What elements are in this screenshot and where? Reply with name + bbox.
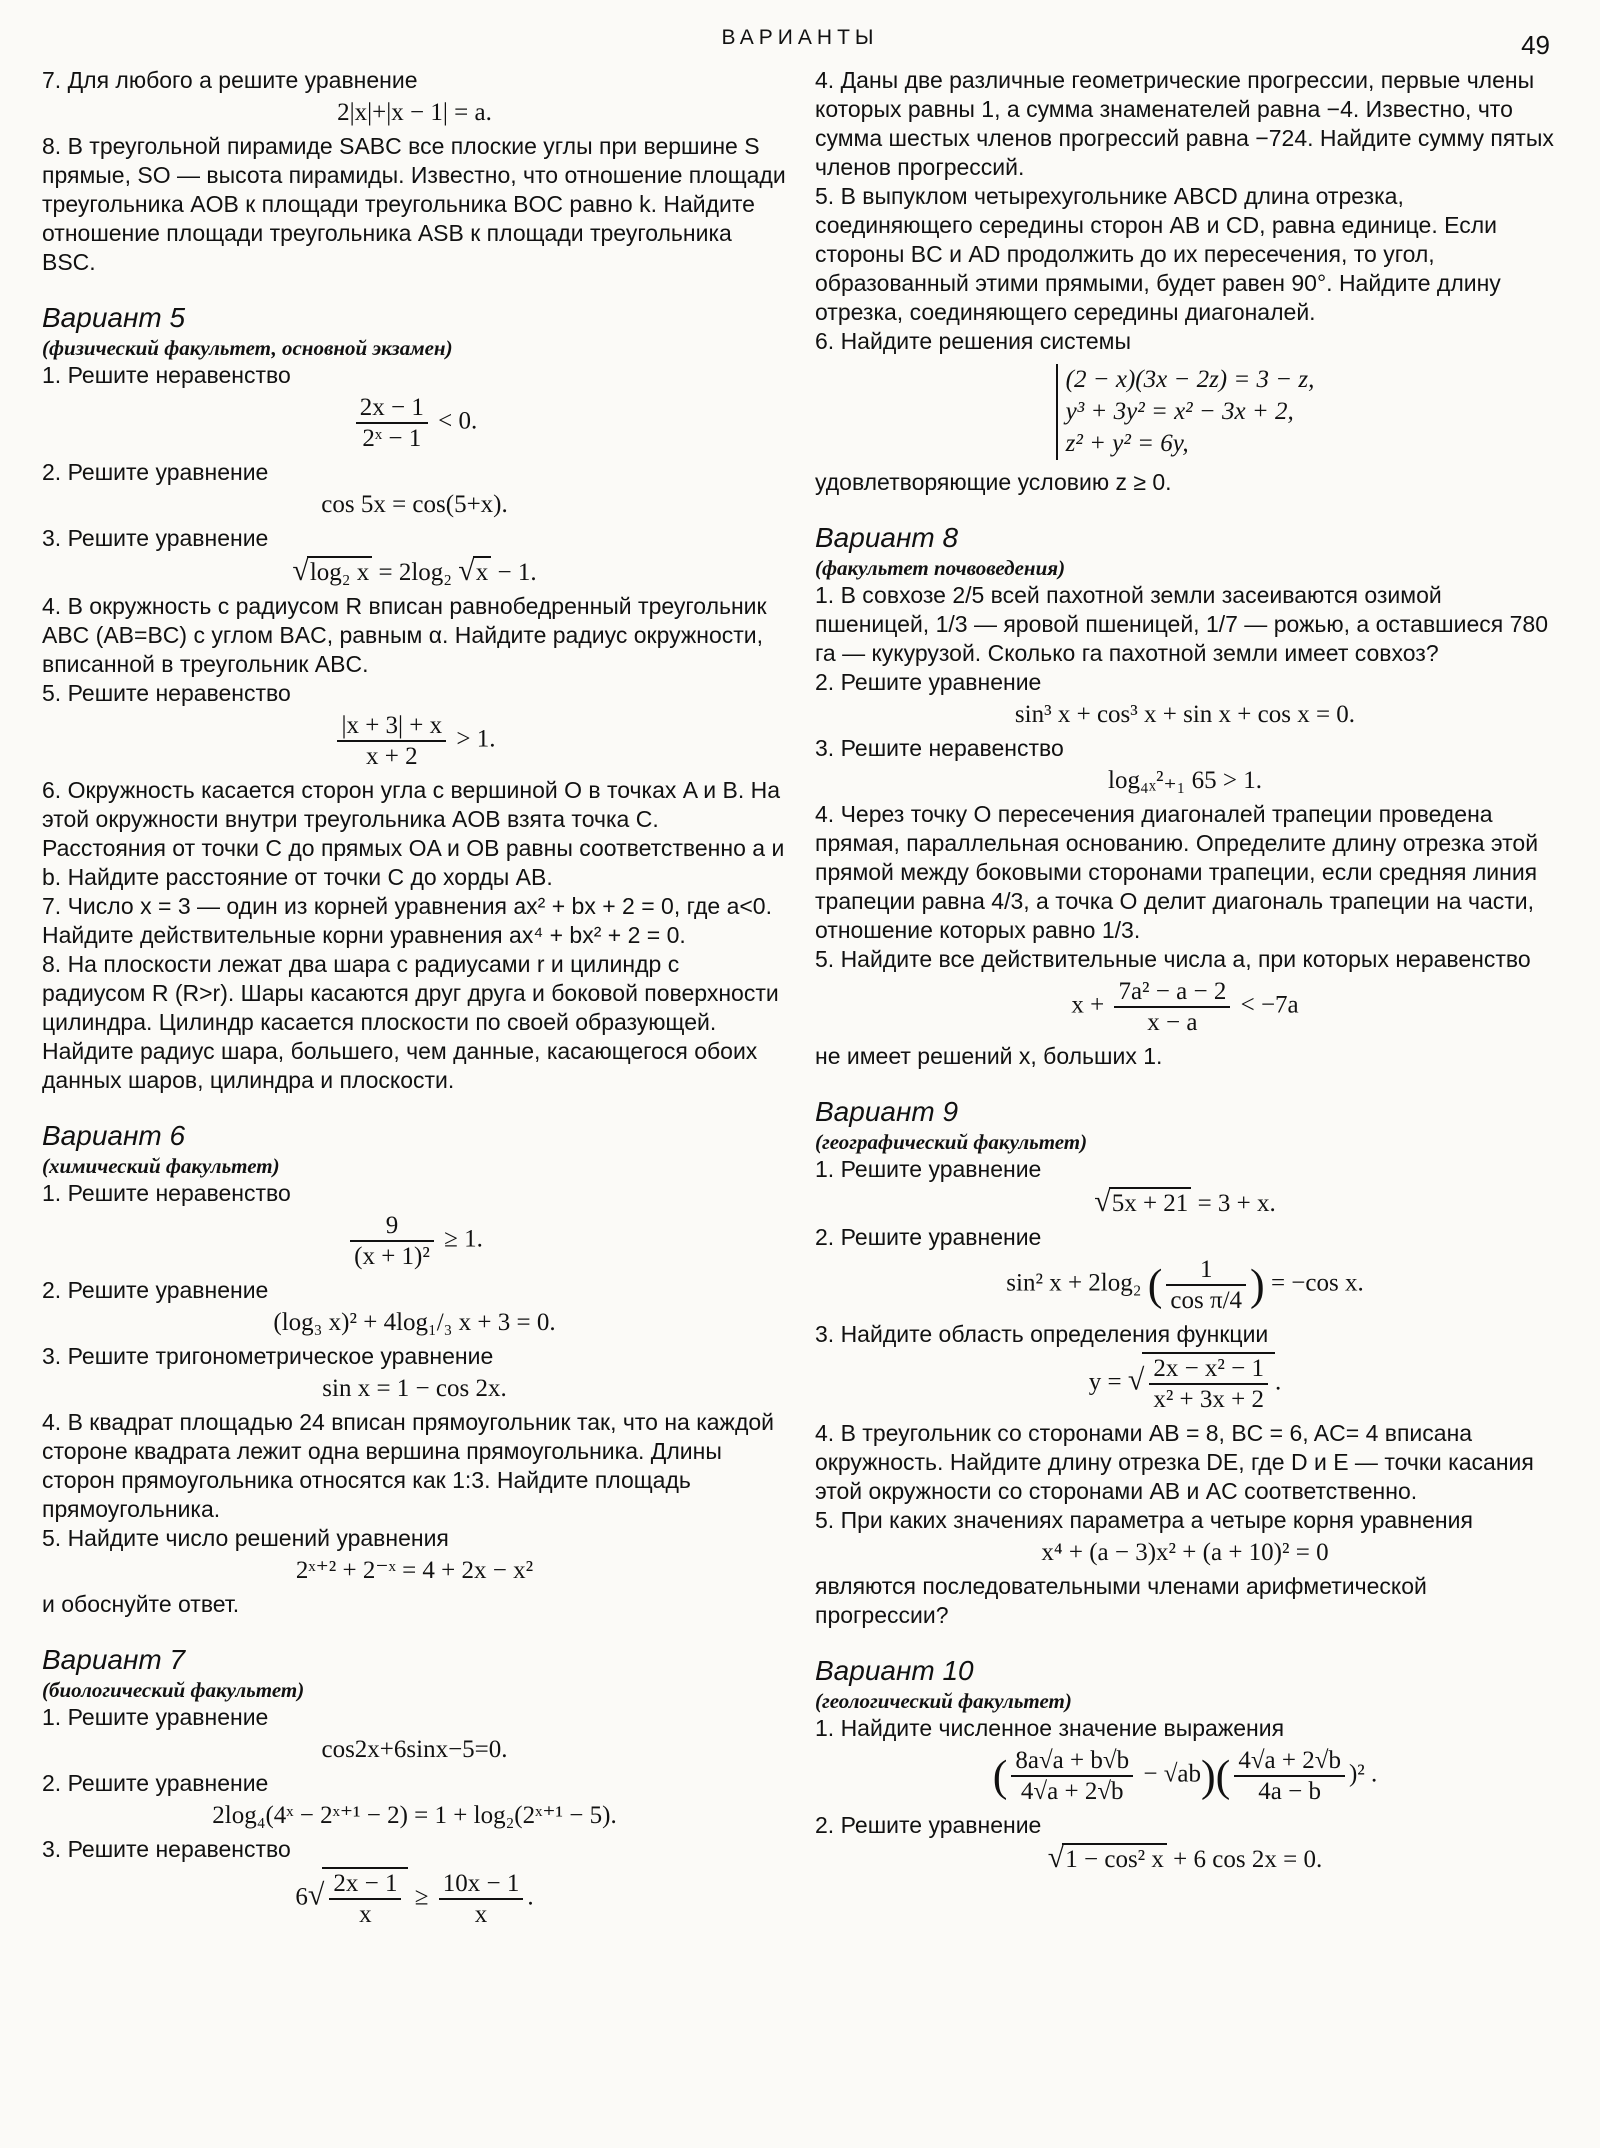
variant-8-title: Вариант 8: [815, 522, 959, 553]
numerator: 2x − 1: [329, 1869, 401, 1900]
denominator: x² + 3x + 2: [1153, 1386, 1265, 1413]
lhs: y =: [1088, 1368, 1122, 1396]
v5-q6: 6. Окружность касается сторон угла с вершиной O в точках A и B. На этой окружности внутри треугольника AOB взята точка C. Расстояния от точки C до прямых OA и OB равны соответственно a и b. Найдите расстояние от точки C до хорды AB.: [42, 777, 785, 890]
v5-q1-formula: [42, 393, 787, 453]
v5-q4: 4. В окружность с радиусом R вписан равнобедренный треугольник ABC (AB=BC) с углом BAC, равным α. Найдите радиус окружности, вписанной в треугольник ABC.: [42, 593, 767, 677]
v8-q1: 1. В совхозе 2/5 всей пахотной земли засеиваются озимой пшеницей, 1/3 — яровой пшеницей, 1/7 — рожью, а оставшиеся 780 га — кукурузой. Сколько га пахотной земли имеет совхоз?: [815, 582, 1548, 666]
v5-q3: 3. Решите уравнение: [42, 525, 269, 551]
problem-6: 6. Найдите решения системы: [815, 328, 1132, 354]
fraction: [1011, 1746, 1133, 1806]
rhs: < 0.: [438, 407, 478, 435]
numerator: 4√a + 2√b: [1234, 1746, 1345, 1777]
v5-q2: 2. Решите уравнение: [42, 459, 269, 485]
rhs: + 6 cos 2x = 0.: [1173, 1846, 1323, 1873]
v8-q3: 3. Решите неравенство: [815, 735, 1064, 761]
denominator: (x + 1)²: [354, 1243, 430, 1270]
variant-9-title: Вариант 9: [815, 1096, 959, 1127]
v9-q4: 4. В треугольник со сторонами AB = 8, BC = 6, AC= 4 вписана окружность. Найдите длину отрезка DE, где D и E — точки касания этой окружности со сторонами AB и AC соответственно.: [815, 1420, 1534, 1504]
denominator: 2ˣ − 1: [362, 425, 422, 452]
v6-q1-formula: [42, 1211, 787, 1271]
denominator: cos π/4: [1170, 1287, 1243, 1314]
v7-q2-formula: 2log₄(4ˣ − 2ˣ⁺¹ − 2) = 1 + log₂(2ˣ⁺¹ − 5).: [212, 1802, 617, 1829]
variant-5-subtitle: (физический факультет, основной экзамен): [42, 336, 453, 360]
v5-q8: 8. На плоскости лежат два шара с радиусами r и цилиндр с радиусом R (R>r). Шары касаются друг друга и боковой поверхности цилиндра. Цилиндр касается плоскости по своей образующей. Найдите радиус шара, большего, чем данные, касающегося обоих данных шаров, цилиндра и плоскости.: [42, 951, 779, 1093]
v6-q5-formula: 2ˣ⁺² + 2⁻ˣ = 4 + 2x − x²: [295, 1557, 534, 1584]
problem-4: 4. Даны две различные геометрические прогрессии, первые члены которых равны 1, а сумма знаменателей равна −4. Известно, что сумма шестых членов прогрессий равна −724. Найдите сумму пятых членов прогрессий.: [815, 67, 1554, 180]
variant-10-subtitle: (геологический факультет): [815, 1689, 1072, 1713]
variant-10-title: Вариант 10: [815, 1655, 974, 1686]
v8-q4: 4. Через точку O пересечения диагоналей трапеции проведена прямая, параллельная основанию. Определите длину отрезка этой прямой между боковыми сторонами трапеции, если средняя линия трапеции равна 4/3, а точка O делит диагональ трапеции на части, отношение которых равно 1/3.: [815, 801, 1539, 943]
denominator: x − a: [1147, 1009, 1198, 1036]
v9-q3: 3. Найдите область определения функции: [815, 1321, 1269, 1347]
fraction: [350, 1211, 434, 1271]
v8-q2-formula: sin³ x + cos³ x + sin x + cos x = 0.: [1014, 701, 1356, 728]
problem-5: 5. В выпуклом четырехугольнике ABCD длина отрезка, соединяющего середины сторон AB и CD, равна единице. Если стороны BC и AD продолжить до их пересечения, то угол, образованный этими прямыми, будет равен 90°. Найдите длину отрезка, соединяющего середины диагоналей.: [815, 183, 1501, 325]
v9-q3-formula: y = √ $\frac{\text{2x − x² − 1}}{\text{x² + 3x + 2}}$ .: [815, 1352, 1555, 1414]
v10-q2: 2. Решите уравнение: [815, 1812, 1042, 1838]
v10-q1: 1. Найдите численное значение выражения: [815, 1715, 1285, 1741]
variant-7-subtitle: (биологический факультет): [42, 1678, 305, 1702]
fraction: [1234, 1746, 1345, 1806]
lhs: sin² x + 2log₂: [1006, 1269, 1142, 1297]
v8-q5-formula: [815, 977, 1555, 1037]
v9-q2-formula: sin² x + 2log₂ ( $\frac{1}{\text{cos π/4}}$ ) = −cos x.: [1006, 1256, 1364, 1314]
v7-q1: 1. Решите уравнение: [42, 1704, 269, 1730]
v9-q1-formula: √5x + 21 = 3 + x.: [1094, 1185, 1276, 1218]
v5-q3-formula: √log₂ x = 2log₂ √x − 1.: [292, 554, 537, 587]
v5-q5: 5. Решите неравенство: [42, 680, 291, 706]
rhs: > 1.: [456, 725, 496, 753]
v6-q1: 1. Решите неравенство: [42, 1180, 291, 1206]
right-column: [815, 66, 1555, 1879]
v7-q3-formula: 6√ $\frac{2x - 1}{x}$ ≥ $\frac{10x - 1}{x}$ .: [42, 1867, 787, 1929]
variant-8-subtitle: (факультет почвоведения): [815, 556, 1066, 580]
variant-5-title: Вариант 5: [42, 302, 186, 333]
v10-q2-formula: √1 − cos² x + 6 cos 2x = 0.: [1047, 1841, 1323, 1874]
v9-q5-formula: x⁴ + (a − 3)x² + (a + 10)² = 0: [1041, 1539, 1329, 1566]
variant-7-title: Вариант 7: [42, 1644, 186, 1675]
v8-q5-end: не имеет решений x, больших 1.: [815, 1043, 1163, 1069]
variant-9-subtitle: (географический факультет): [815, 1130, 1088, 1154]
problem-8: 8. В треугольной пирамиде SABC все плоские углы при вершине S прямые, SO — высота пирамиды. Известно, что отношение площади треугольника AOB к площади треугольника BOC равно k. Найдите отношение площади треугольника ASB к площади треугольника BSC.: [42, 133, 786, 275]
numerator: 9: [350, 1211, 434, 1242]
v5-q2-formula: cos 5x = cos(5+x).: [321, 491, 508, 518]
numerator: 2x − x² − 1: [1149, 1354, 1268, 1385]
coefficient: 6: [295, 1883, 308, 1911]
v9-q2: 2. Решите уравнение: [815, 1224, 1042, 1250]
rhs: = 3 + x.: [1197, 1190, 1276, 1217]
radicand: log₂ x: [307, 556, 372, 587]
system-line: (2 − x)(3x − 2z) = 3 − z,: [1065, 366, 1315, 393]
page-number: 49: [1521, 30, 1550, 60]
problem-7: 7. Для любого a решите уравнение: [42, 67, 418, 93]
page-header: [0, 26, 1600, 66]
v5-q1: 1. Решите неравенство: [42, 362, 291, 388]
radicand: 5x + 21: [1109, 1187, 1192, 1218]
v5-q5-formula: [42, 711, 787, 771]
equation: 2|x|+|x − 1| = a.: [337, 99, 492, 126]
radicand: 1 − cos² x: [1062, 1843, 1167, 1874]
middle: = 2log₂: [378, 559, 453, 586]
middle: − √ab: [1143, 1760, 1202, 1788]
system-brace: [1056, 364, 1315, 460]
v6-q3: 3. Решите тригонометрическое уравнение: [42, 1343, 494, 1369]
fraction: [356, 393, 428, 453]
v9-q5-end: являются последовательными членами арифметической прогрессии?: [815, 1573, 1427, 1628]
end: .: [1275, 1368, 1282, 1396]
numerator: 2x − 1: [356, 393, 428, 424]
system-line: y³ + 3y² = x² − 3x + 2,: [1065, 398, 1294, 425]
v8-q2: 2. Решите уравнение: [815, 669, 1042, 695]
denominator: x: [474, 1901, 488, 1928]
system-line: z² + y² = 6y,: [1065, 430, 1189, 457]
fraction: [329, 1869, 401, 1929]
denominator: 4√a + 2√b: [1020, 1778, 1124, 1805]
v6-q3-formula: sin x = 1 − cos 2x.: [322, 1375, 507, 1402]
numerator: 8a√a + b√b: [1011, 1746, 1133, 1777]
relation: ≥: [414, 1883, 429, 1911]
rhs: < −7a: [1240, 991, 1299, 1019]
end: − 1.: [497, 559, 537, 586]
numerator: 1: [1166, 1255, 1246, 1286]
rhs: ≥ 1.: [444, 1225, 483, 1253]
numerator: |x + 3| + x: [337, 711, 446, 742]
system: [815, 364, 1555, 460]
lhs: x +: [1071, 991, 1105, 1019]
end: )² .: [1348, 1760, 1378, 1788]
rhs: = −cos x.: [1270, 1269, 1364, 1297]
v9-q5: 5. При каких значениях параметра a четыре корня уравнения: [815, 1507, 1473, 1533]
v6-q5-end: и обоснуйте ответ.: [42, 1591, 240, 1617]
left-column: [42, 66, 787, 1934]
variant-6-subtitle: (химический факультет): [42, 1154, 280, 1178]
variant-6-title: Вариант 6: [42, 1120, 186, 1151]
v7-q1-formula: cos2x+6sinx−5=0.: [321, 1736, 508, 1763]
v7-q2: 2. Решите уравнение: [42, 1770, 269, 1796]
v6-q4: 4. В квадрат площадью 24 вписан прямоугольник так, что на каждой стороне квадрата лежит одна вершина прямоугольника. Длины сторон прямоугольника относятся как 1:3. Найдите площадь прямоугольника.: [42, 1409, 775, 1522]
v8-q5: 5. Найдите все действительные числа a, при которых неравенство: [815, 946, 1531, 972]
fraction: [1114, 977, 1230, 1037]
v6-q2-formula: (log₃ x)² + 4log₁/₃ x + 3 = 0.: [273, 1309, 556, 1336]
v8-q3-formula: log₄ₓ²₊₁ 65 > 1.: [1108, 767, 1262, 794]
end: .: [527, 1883, 534, 1911]
denominator: 4a − b: [1258, 1778, 1321, 1805]
v9-q1: 1. Решите уравнение: [815, 1156, 1042, 1182]
denominator: x: [359, 1901, 372, 1928]
numerator: 10x − 1: [439, 1869, 524, 1900]
v5-q7: 7. Число x = 3 — один из корней уравнения ax² + bx + 2 = 0, где a<0. Найдите действительные корни уравнения ax⁴ + bx² + 2 = 0.: [42, 893, 772, 948]
fraction: [337, 711, 446, 771]
v7-q3: 3. Решите неравенство: [42, 1836, 291, 1862]
radicand: x: [473, 556, 492, 587]
running-title: ВАРИАНТЫ: [721, 26, 879, 49]
denominator: x + 2: [366, 743, 418, 770]
fraction: [439, 1869, 524, 1929]
numerator: 7a² − a − 2: [1114, 977, 1230, 1008]
v10-q1-formula: ( $\frac{8a√a + b√b}{4√a + 2√b}$ − √ab)( $\frac{4√a + 2√b}{4a - b}$ )² .: [992, 1747, 1378, 1805]
v6-q2: 2. Решите уравнение: [42, 1277, 269, 1303]
problem-6-end: удовлетворяющие условию z ≥ 0.: [815, 469, 1172, 495]
v6-q5: 5. Найдите число решений уравнения: [42, 1525, 449, 1551]
fraction: [1166, 1255, 1246, 1315]
fraction: [1149, 1354, 1268, 1414]
